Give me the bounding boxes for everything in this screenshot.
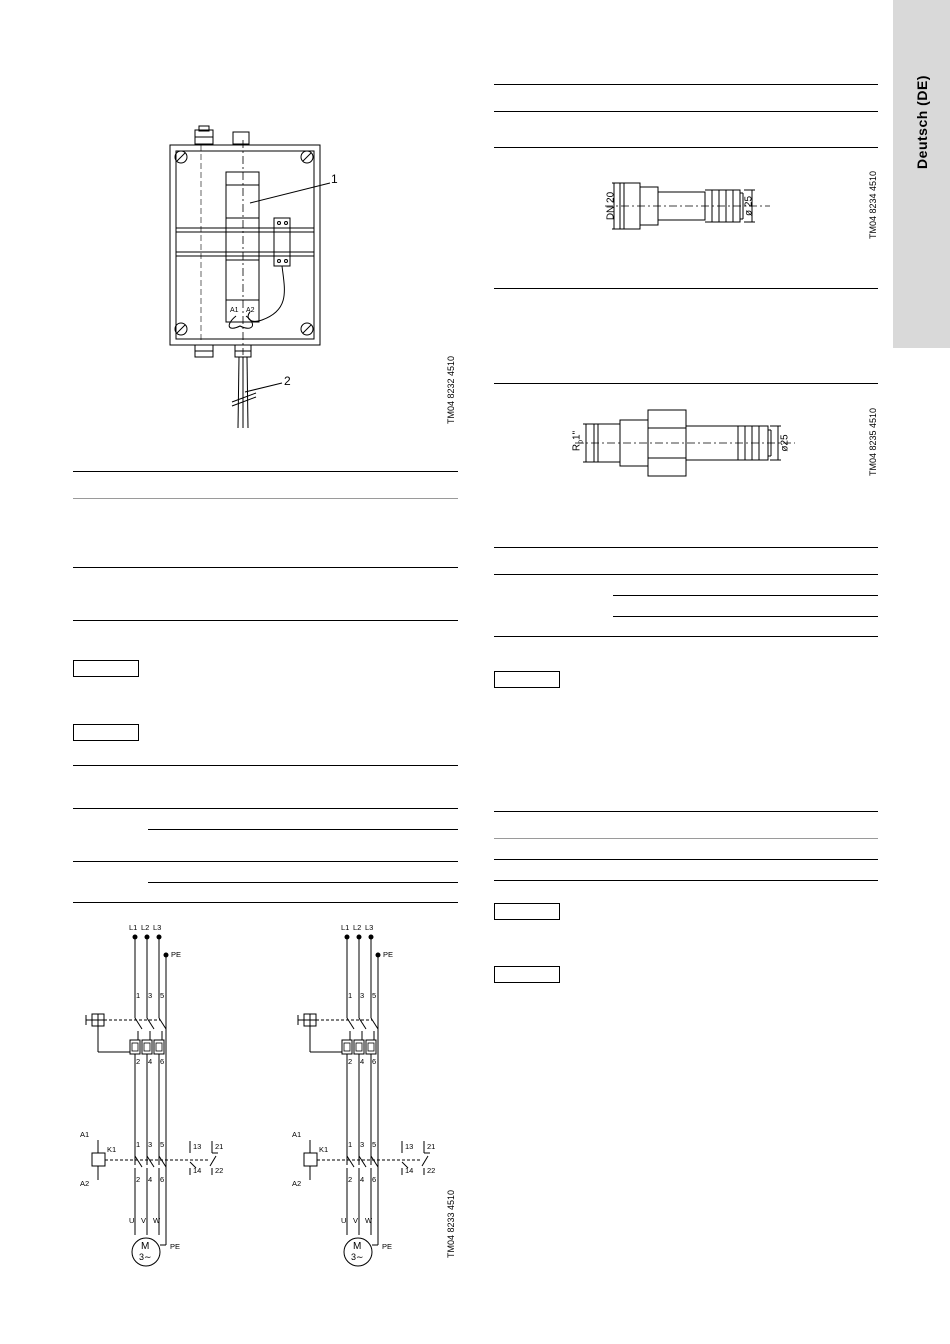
aux-terminal: 13 — [193, 1142, 202, 1151]
contactor-contact — [347, 1156, 354, 1167]
aux-terminal: 22 — [215, 1166, 224, 1175]
note-box — [494, 671, 560, 688]
motor-terminal: W — [365, 1216, 373, 1225]
table-rule — [494, 574, 878, 575]
table-rule — [613, 616, 878, 617]
table-rule — [73, 902, 458, 903]
table-rule — [73, 471, 458, 472]
breaker-terminal: 1 — [136, 991, 141, 1000]
contactor-coil — [92, 1153, 105, 1166]
table-rule — [613, 595, 878, 596]
language-tab[interactable] — [893, 0, 950, 348]
dim-rp1: $R_p1$" — [571, 430, 585, 452]
aux-terminal: 14 — [405, 1166, 414, 1175]
thermal-element — [144, 1043, 150, 1051]
breaker-terminal: 5 — [160, 991, 165, 1000]
motor-terminal: V — [353, 1216, 359, 1225]
table-rule — [494, 111, 878, 112]
pe-label: PE — [170, 1242, 181, 1251]
breaker-terminal: 1 — [348, 991, 353, 1000]
phase-label: L1 — [341, 923, 350, 932]
pe-label: PE — [383, 950, 394, 959]
contactor-contact — [159, 1156, 166, 1167]
thermal-element — [142, 1040, 152, 1054]
dim-diameter-25: ø 25 — [743, 195, 755, 217]
coil-a1-label: A1 — [292, 1130, 302, 1139]
dim-dn20: DN 20 — [605, 191, 617, 221]
contactor-terminal: 4 — [360, 1175, 365, 1184]
language-tab-label: Deutsch (DE) — [913, 75, 930, 169]
table-rule — [73, 861, 458, 862]
terminal-a2-label: A2 — [246, 307, 255, 314]
callout-1: 1 — [331, 172, 338, 186]
thermal-element — [130, 1040, 140, 1054]
coil-a1-label: A1 — [80, 1130, 90, 1139]
breaker-terminal: 5 — [372, 991, 377, 1000]
breaker-terminal: 4 — [148, 1057, 153, 1066]
dim-diameter-25: ø25 — [779, 434, 791, 452]
thermal-element — [354, 1040, 364, 1054]
contactor-terminal: 6 — [160, 1175, 165, 1184]
motor-terminal: V — [141, 1216, 147, 1225]
pe-label: PE — [382, 1242, 393, 1251]
thermal-element — [344, 1043, 350, 1051]
table-rule — [73, 765, 458, 766]
note-box — [494, 966, 560, 983]
table-rule — [494, 859, 878, 860]
contactor-terminal: 5 — [372, 1140, 377, 1149]
contactor-contact — [371, 1156, 378, 1167]
contactor-terminal: 3 — [360, 1140, 365, 1149]
table-rule — [494, 838, 878, 839]
phase-label: L3 — [365, 923, 374, 932]
figure-code-dn20: TM04 8234 4510 — [868, 170, 878, 240]
breaker-terminal: 2 — [348, 1057, 353, 1066]
aux-terminal: 13 — [405, 1142, 414, 1151]
contactor-contact — [147, 1156, 154, 1167]
breaker-terminal: 4 — [360, 1057, 365, 1066]
phase-label: L3 — [153, 923, 162, 932]
contactor-terminal: 4 — [148, 1175, 153, 1184]
motor-terminal: U — [341, 1216, 347, 1225]
wiring-diagram-left — [75, 915, 245, 1270]
table-rule — [148, 829, 458, 830]
thermal-element — [342, 1040, 352, 1054]
note-box — [73, 660, 139, 677]
contactor-terminal: 6 — [372, 1175, 377, 1184]
thermal-element — [156, 1043, 162, 1051]
table-rule — [494, 811, 878, 812]
contactor-terminal: 1 — [136, 1140, 141, 1149]
enclosure-drawing — [150, 120, 350, 440]
table-rule — [73, 567, 458, 568]
breaker-terminal: 2 — [136, 1057, 141, 1066]
phase-label: L1 — [129, 923, 138, 932]
breaker-contact — [371, 1018, 378, 1029]
breaker-terminal: 3 — [360, 991, 365, 1000]
coil-a2-label: A2 — [292, 1179, 302, 1188]
contactor-terminal: 3 — [148, 1140, 153, 1149]
aux-contact — [422, 1156, 428, 1166]
contactor-label: K1 — [319, 1145, 329, 1154]
table-rule — [494, 880, 878, 881]
phase-label: L2 — [353, 923, 362, 932]
motor-terminal: W — [153, 1216, 161, 1225]
thermal-element — [368, 1043, 374, 1051]
contactor-terminal: 1 — [348, 1140, 353, 1149]
table-rule — [73, 808, 458, 809]
aux-terminal: 21 — [427, 1142, 436, 1151]
table-rule — [73, 498, 458, 499]
thermal-element — [154, 1040, 164, 1054]
phase-label: L2 — [141, 923, 150, 932]
note-box — [73, 724, 139, 741]
table-rule — [494, 636, 878, 637]
aux-terminal: 14 — [193, 1166, 202, 1175]
breaker-terminal: 3 — [148, 991, 153, 1000]
table-rule — [494, 288, 878, 289]
terminal-a1-label: A1 — [230, 307, 239, 314]
aux-terminal: 21 — [215, 1142, 224, 1151]
contactor-coil — [304, 1153, 317, 1166]
thermal-element — [132, 1043, 138, 1051]
motor-phase-label: 3∼ — [351, 1252, 364, 1262]
table-rule — [494, 147, 878, 148]
contactor-terminal: 2 — [348, 1175, 353, 1184]
table-rule — [148, 882, 458, 883]
table-rule — [494, 383, 878, 384]
breaker-terminal: 6 — [160, 1057, 165, 1066]
breaker-contact — [159, 1018, 166, 1029]
breaker-terminal: 6 — [372, 1057, 377, 1066]
note-box — [494, 903, 560, 920]
wiring-diagram-right — [287, 915, 457, 1270]
callout-2: 2 — [284, 374, 291, 388]
thermal-element — [366, 1040, 376, 1054]
figure-code-wiring: TM04 8233 4510 — [446, 1189, 456, 1259]
contactor-label: K1 — [107, 1145, 117, 1154]
figure-code-rp1: TM04 8235 4510 — [868, 407, 878, 477]
table-rule — [494, 84, 878, 85]
motor-terminal: U — [129, 1216, 135, 1225]
motor-phase-label: 3∼ — [139, 1252, 152, 1262]
hose-nozzle-rp1-drawing — [570, 400, 800, 485]
aux-terminal: 22 — [427, 1166, 436, 1175]
figure-code-enclosure: TM04 8232 4510 — [446, 355, 456, 425]
table-rule — [494, 547, 878, 548]
coil-a2-label: A2 — [80, 1179, 90, 1188]
table-rule — [73, 620, 458, 621]
contactor-terminal: 5 — [160, 1140, 165, 1149]
contactor-terminal: 2 — [136, 1175, 141, 1184]
pe-label: PE — [171, 950, 182, 959]
contactor-contact — [135, 1156, 142, 1167]
motor-label: M — [141, 1241, 150, 1252]
thermal-element — [356, 1043, 362, 1051]
contactor-contact — [359, 1156, 366, 1167]
aux-contact — [210, 1156, 216, 1166]
motor-label: M — [353, 1241, 362, 1252]
